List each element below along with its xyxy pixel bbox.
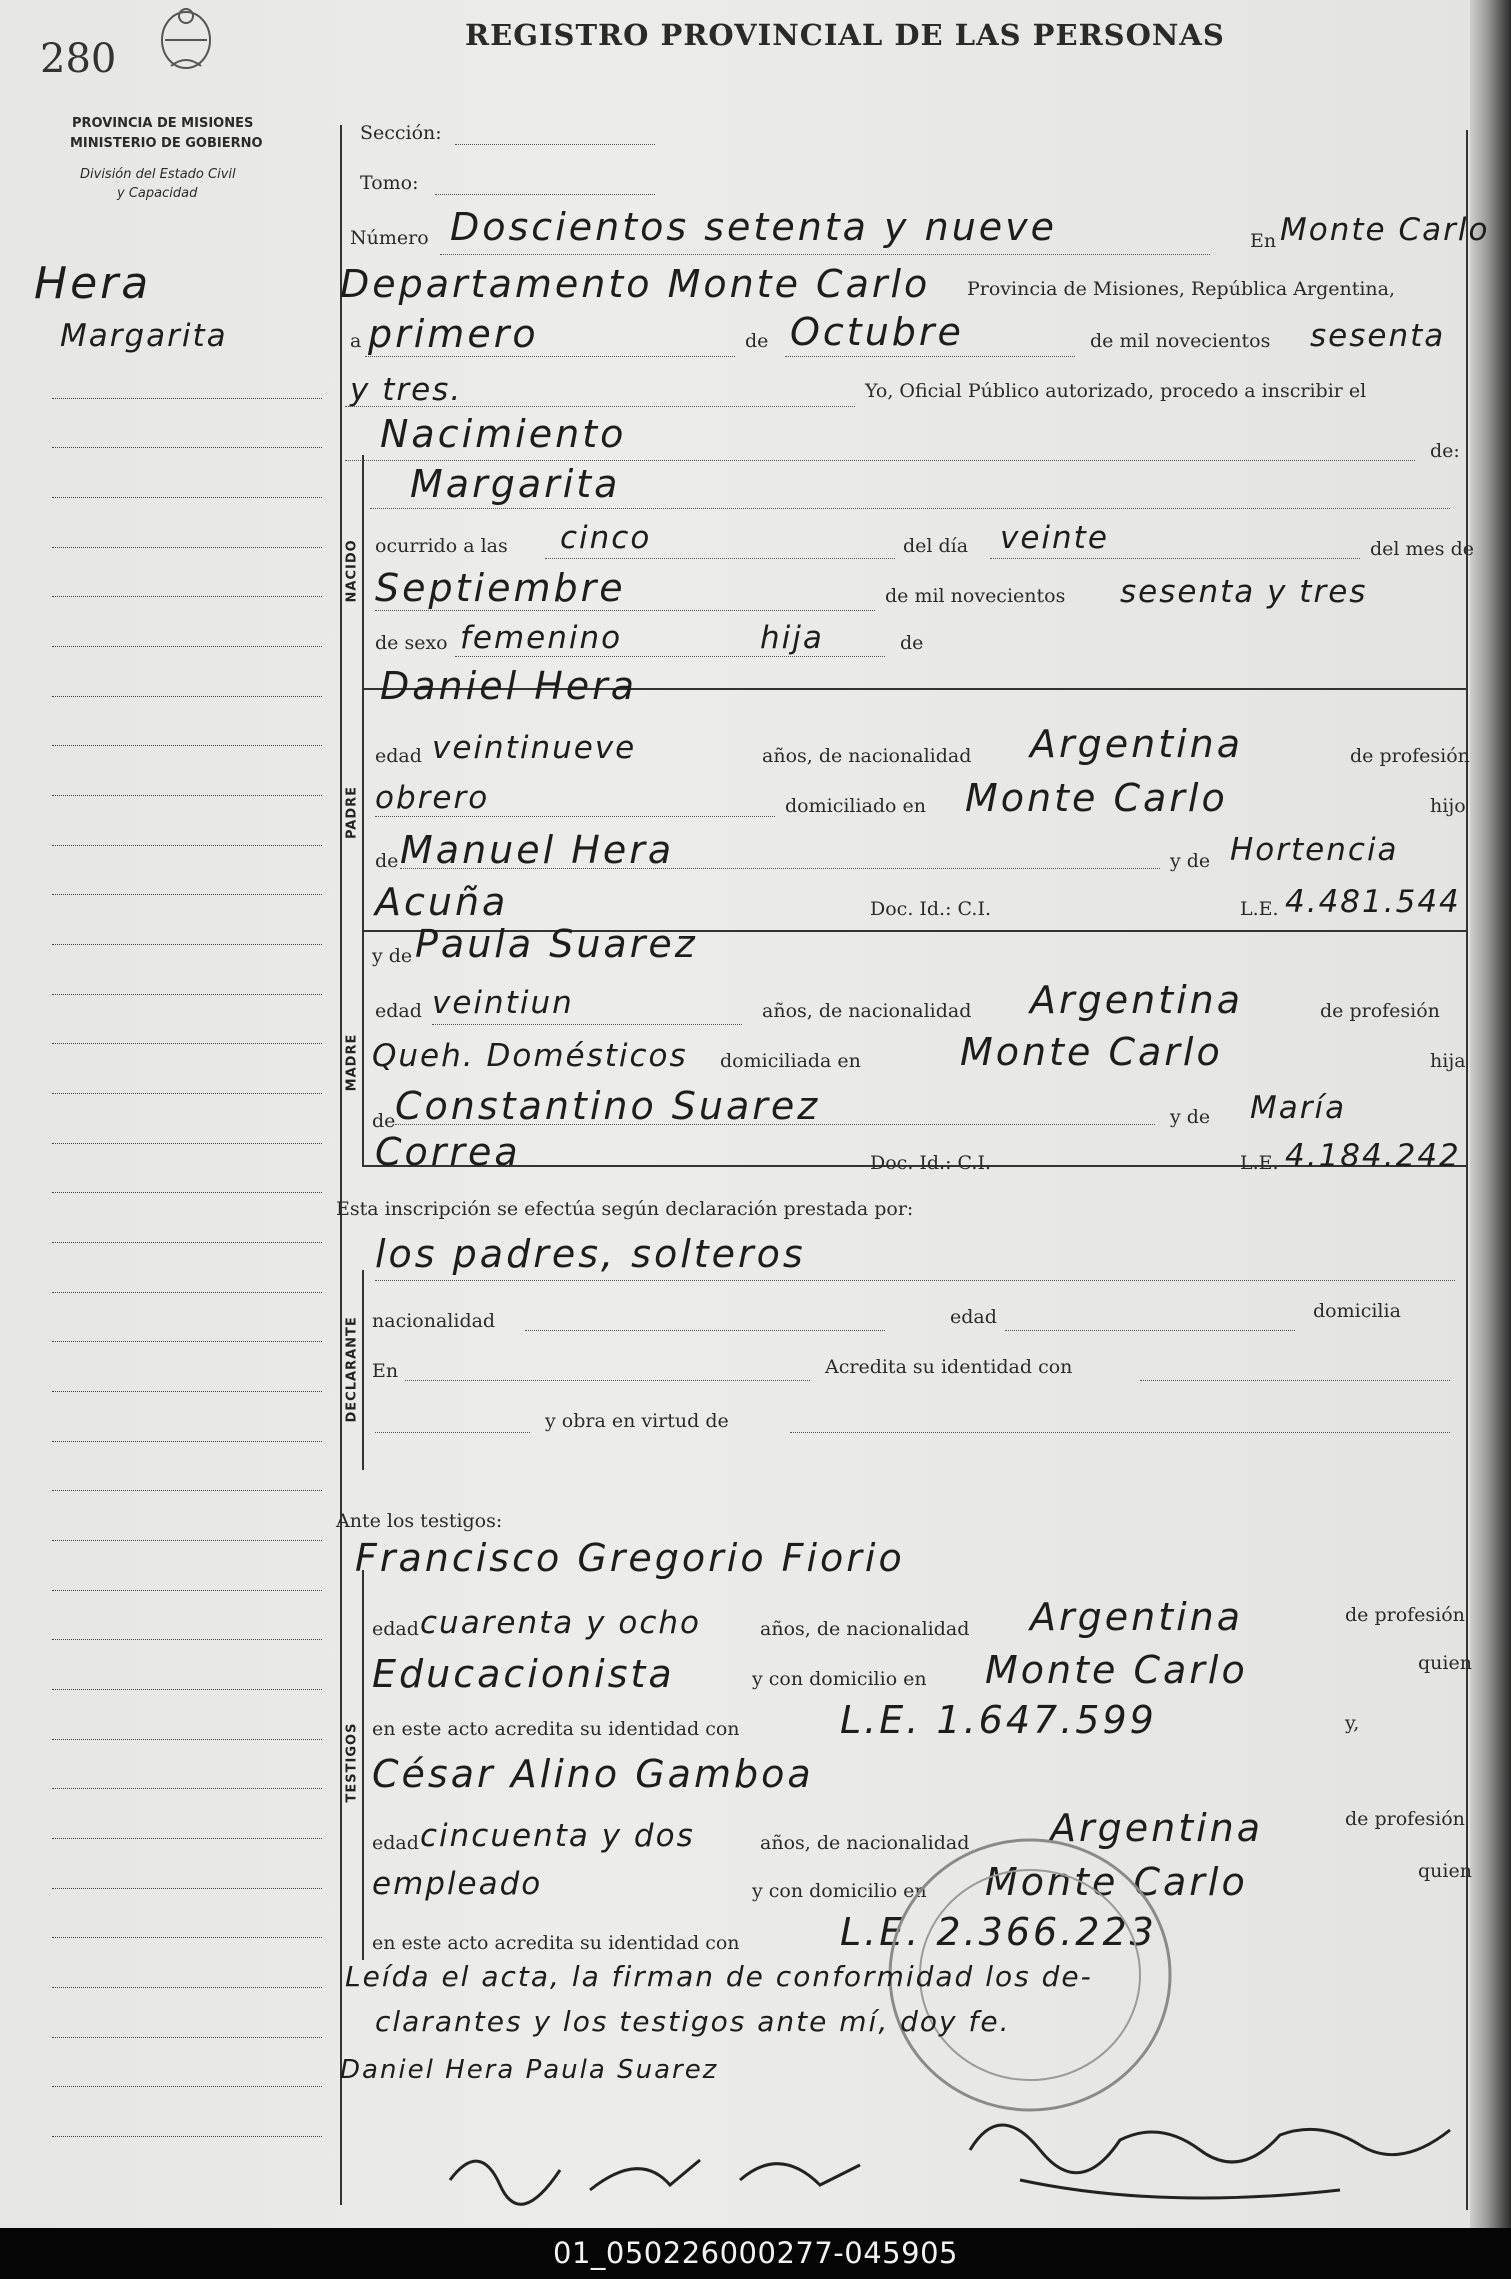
label-profesion-t1: de profesión xyxy=(1345,1604,1465,1626)
value-padre-profesion: obrero xyxy=(375,780,490,816)
value-padre-madre-a: Hortencia xyxy=(1230,832,1399,868)
label-de-mes: de xyxy=(745,330,769,352)
value-padre-domicilio: Monte Carlo xyxy=(965,776,1228,820)
page-number: 280 xyxy=(40,36,117,82)
signature-padres: Daniel Hera Paula Suarez xyxy=(340,2055,719,2085)
value-sexo: femenino xyxy=(460,620,623,656)
margin-rule xyxy=(340,125,342,2205)
label-de-mil-nov: de mil novecientos xyxy=(885,585,1066,607)
label-de-filiacion: de xyxy=(900,632,924,654)
label-edad-t2: edad xyxy=(372,1832,419,1854)
value-madre-edad: veintiun xyxy=(432,985,574,1021)
label-del-dia: del día xyxy=(903,535,969,557)
value-madre-padre: Constantino Suarez xyxy=(395,1084,821,1128)
value-madre-nombre: Paula Suarez xyxy=(415,922,698,966)
value-padre-madre-b: Acuña xyxy=(375,880,509,924)
label-edad-decl: edad xyxy=(950,1306,997,1328)
label-mil-novecientos: de mil novecientos xyxy=(1090,330,1271,352)
section-rule xyxy=(362,455,364,1165)
margin-surname: Hera xyxy=(34,258,152,309)
value-nombre: Margarita xyxy=(410,462,621,506)
label-domicilia-decl: domicilia xyxy=(1313,1300,1401,1322)
label-a: a xyxy=(350,330,362,352)
value-testigo2-domicilio: Monte Carlo xyxy=(985,1860,1248,1904)
value-mes-nac: Septiembre xyxy=(375,566,626,610)
label-numero: Número xyxy=(350,227,429,249)
value-numero: Doscientos setenta y nueve xyxy=(450,205,1058,249)
binding-edge xyxy=(1470,0,1511,2228)
label-hija: hija xyxy=(1430,1050,1466,1072)
label-anos-nac-t2: años, de nacionalidad xyxy=(760,1832,970,1854)
label-quien-t1: quien xyxy=(1418,1652,1472,1674)
value-madre-nacionalidad: Argentina xyxy=(1030,978,1244,1022)
label-profesion-madre: de profesión xyxy=(1320,1000,1440,1022)
value-mes: Octubre xyxy=(790,310,964,354)
value-testigo2-documento: L.E. 2.366.223 xyxy=(840,1910,1157,1954)
section-label-declarante: DECLARANTE xyxy=(344,1316,360,1423)
label-anos-nac-madre: años, de nacionalidad xyxy=(762,1000,972,1022)
right-rule xyxy=(1466,130,1468,2210)
value-testigo1-profesion: Educacionista xyxy=(372,1652,675,1696)
label-acredita-decl: Acredita su identidad con xyxy=(825,1356,1073,1378)
label-le-padre: L.E. xyxy=(1240,898,1279,920)
label-del-mes: del mes de xyxy=(1370,538,1474,560)
testigos-rule xyxy=(362,1570,364,1960)
label-de-abuelo: de xyxy=(375,850,399,872)
value-dia: primero xyxy=(368,312,539,356)
label-con-domicilio-t2: y con domicilio en xyxy=(752,1880,927,1902)
closing-note-line-2: clarantes y los testigos ante mí, doy fe. xyxy=(375,2005,1011,2038)
label-de-colon: de: xyxy=(1430,440,1460,462)
value-testigo1-nacionalidad: Argentina xyxy=(1030,1595,1244,1639)
section-label-madre: MADRE xyxy=(344,1033,360,1092)
signature-declarante-icon xyxy=(440,2130,920,2210)
label-anos-nac-padre: años, de nacionalidad xyxy=(762,745,972,767)
label-tomo: Tomo: xyxy=(360,172,419,194)
label-y-de-madre-abuela: y de xyxy=(1170,1106,1211,1128)
value-padre-le: 4.481.544 xyxy=(1285,884,1461,920)
label-le-madre: L.E. xyxy=(1240,1152,1279,1174)
value-madre-madre-b: Correa xyxy=(375,1130,521,1174)
label-edad-madre: edad xyxy=(375,1000,422,1022)
label-seccion: Sección: xyxy=(360,122,442,144)
label-provincia: Provincia de Misiones, República Argentina, xyxy=(967,278,1396,300)
label-doc-id-padre: Doc. Id.: C.I. xyxy=(870,898,991,920)
label-de-sexo: de sexo xyxy=(375,632,448,654)
value-en: Monte Carlo xyxy=(1280,212,1490,248)
value-declarante: los padres, solteros xyxy=(375,1232,806,1276)
section-label-nacido: NACIDO xyxy=(344,539,360,603)
value-testigo1-domicilio: Monte Carlo xyxy=(985,1648,1248,1692)
label-de-abuelo-m: de xyxy=(372,1110,396,1132)
value-testigo1-documento: L.E. 1.647.599 xyxy=(840,1698,1157,1742)
value-madre-madre-a: María xyxy=(1250,1090,1347,1126)
value-testigo2-nombre: César Alino Gamboa xyxy=(372,1752,814,1796)
value-anio-a: sesenta xyxy=(1310,318,1446,354)
image-code: 01_050226000277-045905 xyxy=(553,2236,958,2270)
agency-line-3: División del Estado Civil xyxy=(80,167,236,182)
label-en-este-acto-t1: en este acto acredita su identidad con xyxy=(372,1718,740,1740)
value-hora: cinco xyxy=(560,520,652,556)
agency-line-2: MINISTERIO DE GOBIERNO xyxy=(70,136,263,151)
label-profesion-t2: de profesión xyxy=(1345,1808,1465,1830)
section-label-padre: PADRE xyxy=(344,785,360,840)
label-doc-id-madre: Doc. Id.: C.I. xyxy=(870,1152,991,1174)
value-madre-domicilio: Monte Carlo xyxy=(960,1030,1223,1074)
closing-note-line-1: Leída el acta, la firman de conformidad los de- xyxy=(345,1960,1093,1993)
value-madre-le: 4.184.242 xyxy=(1285,1138,1461,1174)
page-title: REGISTRO PROVINCIAL DE LAS PERSONAS xyxy=(465,18,1225,52)
label-ante-testigos: Ante los testigos: xyxy=(336,1510,503,1532)
label-anos-nac-t1: años, de nacionalidad xyxy=(760,1618,970,1640)
label-esta-inscripcion: Esta inscripción se efectúa según declaración prestada por: xyxy=(336,1198,914,1220)
declarante-rule xyxy=(362,1270,364,1470)
value-acto: Nacimiento xyxy=(380,412,627,456)
label-edad-t1: edad xyxy=(372,1618,419,1640)
image-footer xyxy=(0,2228,1511,2279)
label-en-este-acto-t2: en este acto acredita su identidad con xyxy=(372,1932,740,1954)
value-anio-b: y tres. xyxy=(350,372,463,408)
label-con-domicilio-t1: y con domicilio en xyxy=(752,1668,927,1690)
value-dia-nac: veinte xyxy=(1000,520,1109,556)
label-quien-t2: quien xyxy=(1418,1860,1472,1882)
label-ocurrido: ocurrido a las xyxy=(375,535,508,557)
label-obra-virtud: y obra en virtud de xyxy=(545,1410,729,1432)
signature-oficial-icon xyxy=(960,2090,1460,2210)
value-padre-nombre: Daniel Hera xyxy=(380,664,638,708)
value-testigo1-edad: cuarenta y ocho xyxy=(420,1605,701,1641)
value-departamento: Departamento Monte Carlo xyxy=(340,262,931,306)
value-testigo2-profesion: empleado xyxy=(372,1866,543,1902)
agency-line-4: y Capacidad xyxy=(117,186,198,201)
value-anio-nac: sesenta y tres xyxy=(1120,574,1368,610)
agency-line-1: PROVINCIA DE MISIONES xyxy=(72,116,254,131)
margin-name: Margarita xyxy=(60,318,228,354)
value-filiacion: hija xyxy=(760,620,824,656)
label-edad-padre: edad xyxy=(375,745,422,767)
label-nacionalidad-decl: nacionalidad xyxy=(372,1310,496,1332)
value-padre-edad: veintinueve xyxy=(432,730,637,766)
label-en-decl: En xyxy=(372,1360,399,1382)
label-yo-oficial: Yo, Oficial Público autorizado, procedo a inscribir el xyxy=(865,380,1367,402)
value-padre-nacionalidad: Argentina xyxy=(1030,722,1244,766)
label-domiciliada-madre: domiciliada en xyxy=(720,1050,861,1072)
label-profesion-padre: de profesión xyxy=(1350,745,1470,767)
label-domiciliado-padre: domiciliado en xyxy=(785,795,927,817)
value-testigo2-edad: cincuenta y dos xyxy=(420,1818,695,1854)
value-testigo2-nacionalidad: Argentina xyxy=(1050,1806,1264,1850)
label-y-coma: y, xyxy=(1345,1712,1360,1734)
label-y-de-madre: y de xyxy=(372,945,413,967)
label-y-de-padre: y de xyxy=(1170,850,1211,872)
coat-of-arms-icon xyxy=(155,2,217,72)
value-madre-profesion: Queh. Domésticos xyxy=(372,1038,688,1074)
value-padre-padre: Manuel Hera xyxy=(400,828,675,872)
label-hijo: hijo xyxy=(1430,795,1466,817)
label-en: En xyxy=(1250,230,1277,252)
value-testigo1-nombre: Francisco Gregorio Fiorio xyxy=(355,1536,905,1580)
section-label-testigos: TESTIGOS xyxy=(344,1722,360,1803)
